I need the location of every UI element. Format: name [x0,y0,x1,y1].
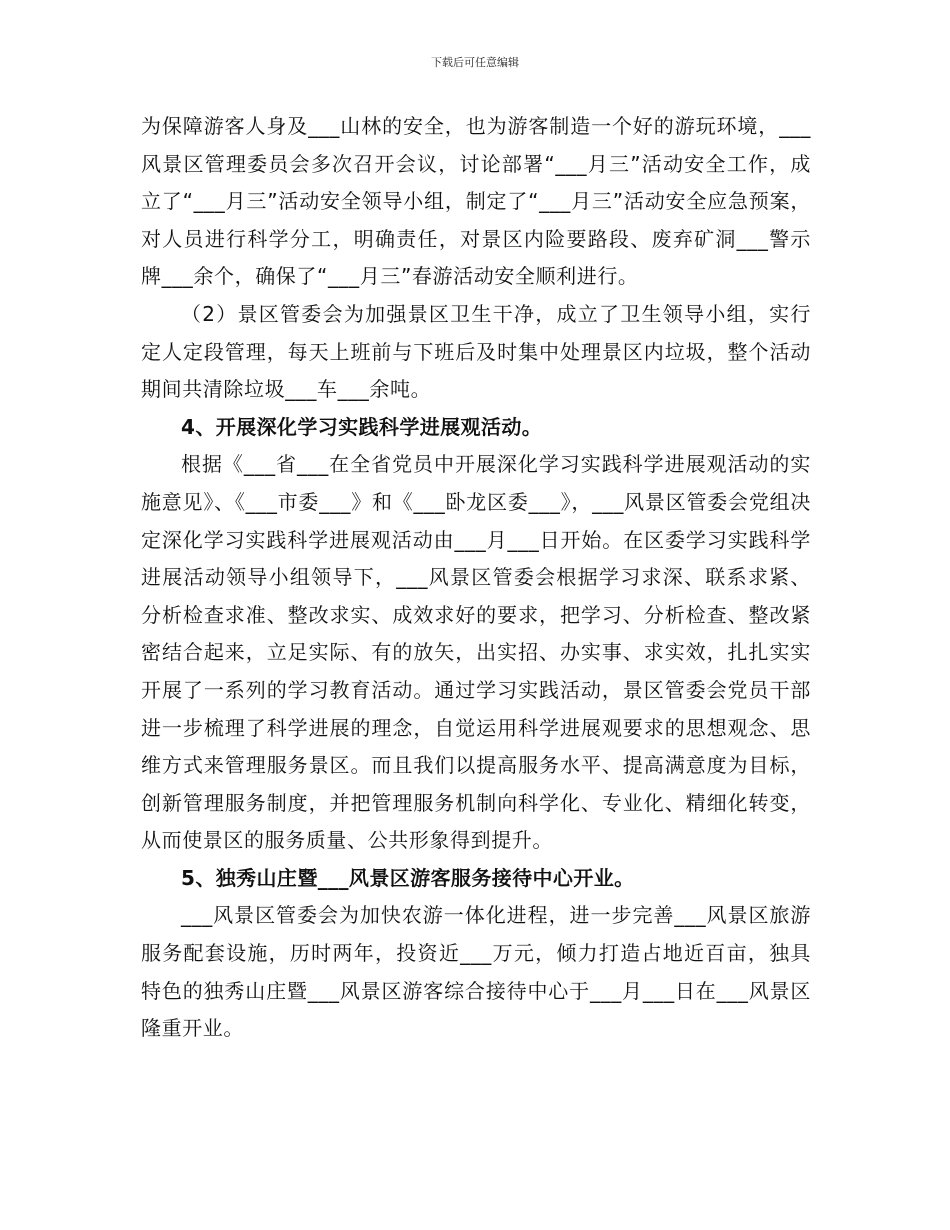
header-note: 下载后可任意编辑 [431,56,519,69]
paragraph-opening: ___风景区管委会为加快农游一体化进程，进一步完善___风景区旅游服务配套设施，历时两年，投资近___万元，倾力打造占地近百亩，独具特色的独秀山庄暨___风景区游客综合接待中心于___月___日在___风景区隆重开业。 [141,903,811,1041]
document-body [141,108,811,1048]
section-heading-5: 5、独秀山庄暨___风景区游客服务接待中心开业。 [181,865,635,890]
paragraph-sanitation: （2）景区管委会为加强景区卫生干净，成立了卫生领导小组，实行定人定段管理，每天上班前与下班后及时集中处理景区内垃圾，整个活动期间共清除垃圾___车___余吨。 [141,301,811,402]
paragraph-safety: 为保障游客人身及___山林的安全，也为游客制造一个好的游玩环境，___风景区管理委员会多次召开会议，讨论部署“___月三”活动安全工作，成立了“___月三”活动安全领导小组，制定了“___月三”活动安全应急预案，对人员进行科学分工，明确责任，对景区内险要路段、废弃矿洞___警示牌___余个，确保了“___月三”春游活动安全顺利进行。 [141,114,811,289]
section-heading-4: 4、开展深化学习实践科学进展观活动。 [181,414,543,439]
paragraph-study-activity: 根据《___省___在全省党员中开展深化学习实践科学进展观活动的实施意见》、《___市委___》和《___卧龙区委___》，___风景区管委会党组决定深化学习实践科学进展观活动由___月___日开始。在区委学习实践科学进展活动领导小组领导下，___风景区管委会根据学习求深、联系求紧、分析检查求准、整改求实、成效求好的要求，把学习、分析检查、整改紧密结合起来，立足实际、有的放矢，出实招、办实事、求实效，扎扎实实开展了一系列的学习教育活动。通过学习实践活动，景区管委会党员干部进一步梳理了科学进展的理念，自觉运用科学进展观要求的思想观念、思维方式来管理服务景区。而且我们以提高服务水平、提高满意度为目标，创新管理服务制度，并把管理服务机制向科学化、专业化、精细化转变，从而使景区的服务质量、公共形象得到提升。 [141,452,811,853]
